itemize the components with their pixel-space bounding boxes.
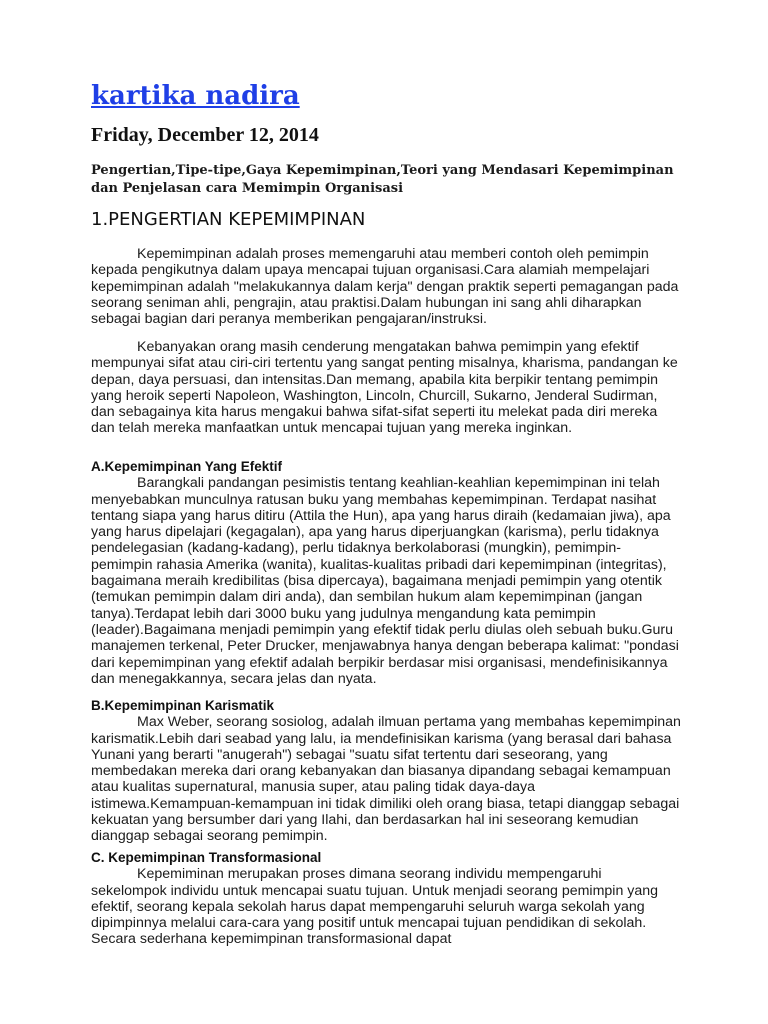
subsection-kepemimpinan-transformasional [91, 850, 681, 948]
subsection-kepemimpinan-karismatik [91, 698, 681, 845]
blog-title-link[interactable]: kartika nadira [91, 81, 300, 111]
paragraph-pengertian-2: Kebanyakan orang masih cenderung mengatakan bahwa pemimpin yang efektif mempunyai sifat atau ciri-ciri tertentu yang sangat penting misalnya, kharisma, pandangan ke depan, daya persuasi, dan intensitas.Dan memang, apabila kita berpikir tentang pemimpin yang heroik seperti Napoleon, Washington, Lincoln, Churcill, Sukarno, Jenderal Sudirman, dan sebagainya kita harus mengakui bahwa sifat-sifat seperti itu melekat pada diri mereka dan telah mereka manfaatkan untuk mencapai tujuan yang mereka inginkan. [91, 339, 678, 437]
subsection-text-karismatik: Max Weber, seorang sosiolog, adalah ilmuan pertama yang membahas kepemimpinan karismatik.Lebih dari seabad yang lalu, ia mendefinisikan karisma (yang berasal dari bahasa Yunani yang berarti "anugerah") sebagai "suatu sifat tertentu dari seseorang, yang membedakan mereka dari orang kebanyakan dan biasanya dipandang sebagai kemampuan atau kualitas supernatural, manusia super, atau paling tidak daya-daya istimewa.Kemampuan-kemampuan ini tidak dimiliki oleh orang biasa, tetapi dianggap sebagai kekuatan yang bersumber dari yang Ilahi, dan berdasarkan hal ini seseorang kemudian dianggap sebagai seorang pemimpin. [91, 714, 681, 845]
subsection-kepemimpinan-efektif [91, 459, 681, 687]
paragraph-pengertian-1: Kepemimpinan adalah proses memengaruhi atau memberi contoh oleh pemimpin kepada pengikutnya dalam upaya mencapai tujuan organisasi.Cara alamiah mempelajari kepemimpinan adalah "melakukannya dalam kerja" dengan praktik seperti pemagangan pada seorang seniman ahli, pengrajin, atau praktisi.Dalam hubungan ini sang ahli diharapkan sebagai bagian dari peranya memberikan pengajaran/instruksi. [91, 246, 679, 328]
subsection-heading-efektif: A.Kepemimpinan Yang Efektif [91, 459, 283, 474]
subsection-text-transformasional: Kepemiminan merupakan proses dimana seorang individu mempengaruhi sekelompok individu untuk mencapai suatu tujuan. Untuk menjadi seorang pemimpin yang efektif, seorang kepala sekolah harus dapat mempengaruhi seluruh warga sekolah yang dipimpinnya melalui cara-cara yang positif untuk mencapai tujuan pendidikan di sekolah. Secara sederhana kepemimpinan transformasional dapat [91, 866, 659, 948]
subsection-heading-transformasional: C. Kepemimpinan Transformasional [91, 850, 322, 865]
section-heading-pengertian: 1.PENGERTIAN KEPEMIMPINAN [91, 209, 366, 230]
subsection-text-efektif: Barangkali pandangan pesimistis tentang keahlian-keahlian kepemimpinan ini telah menyebabkan munculnya ratusan buku yang membahas kepemimpinan. Terdapat nasihat tentang siapa yang harus ditiru (Attila the Hun), apa yang harus diraih (kedamaian jiwa), apa yang harus dipelajari (kegagalan), apa yang harus diperjuangkan (karisma), perlu tidaknya pendelegasian (kadang-kadang), perlu tidaknya berkolaborasi (mungkin), pemimpin-pemimpin rahasia Amerika (wanita), kualitas-kualitas pribadi dari kepemimpinan (integritas), bagaimana meraih kredibilitas (bisa dipercaya), bagaimana menjadi pemimpin yang otentik (temukan pemimpin dalam diri anda), dan sembilan hukum alam kepemimpinan (jangan tanya).Terdapat lebih dari 3000 buku yang judulnya mengandung kata pemimpin (leader).Bagaimana menjadi pemimpin yang efektif tidak perlu diulas oleh sebuah buku.Guru manajemen terkenal, Peter Drucker, menjawabnya hanya dengan beberapa kalimat: "pondasi dari kepemimpinan yang efektif adalah berpikir berdasar misi organisasi, mendefinisikannya dan menegakkannya, secara jelas dan nyata. [91, 475, 679, 687]
post-date: Friday, December 12, 2014 [91, 124, 319, 146]
post-title: Pengertian,Tipe-tipe,Gaya Kepemimpinan,Teori yang Mendasari Kepemimpinan dan Penjelasan cara Memimpin Organisasi [91, 163, 674, 196]
subsection-heading-karismatik: B.Kepemimpinan Karismatik [91, 698, 275, 713]
